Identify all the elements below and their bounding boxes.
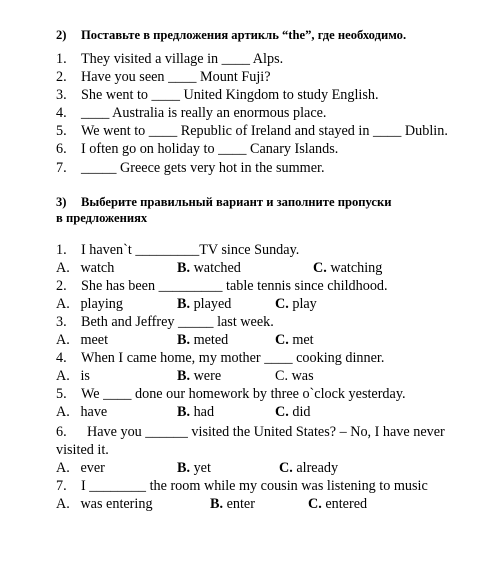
- option-text: play: [292, 296, 317, 312]
- option-c: [275, 332, 314, 349]
- option-text: have: [80, 404, 108, 420]
- option-text: was entering: [80, 496, 153, 512]
- option-label: C.: [275, 368, 289, 384]
- option-c: [275, 368, 314, 385]
- option-text: enter: [226, 496, 255, 512]
- question-text: We ____ done our homework by three o`clock yesterday.: [81, 386, 406, 402]
- option-label: A.: [56, 368, 70, 384]
- option-text: meet: [80, 332, 109, 348]
- question-number: 2.: [56, 278, 67, 294]
- option-b: [210, 496, 255, 513]
- s2-item-text: They visited a village in ____ Alps.: [81, 51, 284, 67]
- s2-item-text: She went to ____ United Kingdom to study English.: [81, 87, 379, 103]
- option-text: watch: [80, 260, 115, 276]
- s2-item-number: 6.: [56, 141, 67, 157]
- option-label: A.: [56, 460, 70, 476]
- option-c: [279, 460, 338, 477]
- option-a: [56, 496, 153, 513]
- question-number: 1.: [56, 242, 67, 258]
- option-b: [177, 404, 214, 421]
- option-a: [56, 332, 108, 349]
- question-number: 5.: [56, 386, 67, 402]
- s2-item-text: _____ Greece gets very hot in the summer.: [81, 160, 325, 176]
- option-text: watching: [330, 260, 383, 276]
- s2-item-text: ____ Australia is really an enormous place.: [81, 105, 327, 121]
- s2-item-number: 2.: [56, 69, 67, 85]
- s2-item-text: I often go on holiday to ____ Canary Islands.: [81, 141, 339, 157]
- option-label: B.: [177, 460, 191, 476]
- option-label: C.: [275, 296, 289, 312]
- question-text: I haven`t _________TV since Sunday.: [81, 242, 300, 258]
- option-label: B.: [177, 332, 191, 348]
- option-label: C.: [279, 460, 293, 476]
- option-label: B.: [177, 296, 191, 312]
- question-text: Beth and Jeffrey _____ last week.: [81, 314, 274, 330]
- option-c: [275, 296, 317, 313]
- s2-item-number: 4.: [56, 105, 67, 121]
- option-text: played: [193, 296, 232, 312]
- option-label: A.: [56, 496, 70, 512]
- option-a: [56, 296, 123, 313]
- option-text: did: [292, 404, 311, 420]
- option-text: entered: [325, 496, 368, 512]
- option-label: A.: [56, 404, 70, 420]
- option-b: [177, 460, 211, 477]
- option-label: B.: [177, 404, 191, 420]
- option-label: B.: [177, 368, 191, 384]
- section-2-number: 2): [56, 28, 67, 42]
- section-3-title: Выберите правильный вариант и заполните пропуски: [81, 195, 392, 209]
- option-label: C.: [308, 496, 322, 512]
- s2-item-number: 1.: [56, 51, 67, 67]
- option-c: [308, 496, 367, 513]
- option-label: B.: [177, 260, 191, 276]
- option-text: were: [193, 368, 222, 384]
- s2-item-text: Have you seen ____ Mount Fuji?: [81, 69, 271, 85]
- s2-item-number: 3.: [56, 87, 67, 103]
- question-text: When I came home, my mother ____ cooking dinner.: [81, 350, 385, 366]
- section-3-number: 3): [56, 195, 67, 209]
- option-label: B.: [210, 496, 224, 512]
- option-text: watched: [193, 260, 241, 276]
- option-label: A.: [56, 296, 70, 312]
- option-a: [56, 460, 105, 477]
- option-label: C.: [275, 404, 289, 420]
- section-3-title-cont: в предложениях: [56, 211, 148, 225]
- option-a: [56, 404, 107, 421]
- option-text: playing: [80, 296, 123, 312]
- option-label: A.: [56, 332, 70, 348]
- option-b: [177, 296, 231, 313]
- option-label: A.: [56, 260, 70, 276]
- option-text: yet: [193, 460, 211, 476]
- question-text: Have you ______ visited the United States? – No, I have never: [87, 424, 445, 440]
- option-a: [56, 260, 114, 277]
- s2-item-number: 5.: [56, 123, 67, 139]
- option-text: met: [292, 332, 314, 348]
- option-label: C.: [313, 260, 327, 276]
- option-text: was: [291, 368, 314, 384]
- option-a: [56, 368, 90, 385]
- option-b: [177, 368, 221, 385]
- question-number: 7.: [56, 478, 67, 494]
- question-text: I ________ the room while my cousin was listening to music: [81, 478, 428, 494]
- option-text: already: [296, 460, 339, 476]
- question-number: 4.: [56, 350, 67, 366]
- question-text: She has been _________ table tennis since childhood.: [81, 278, 388, 294]
- option-c: [313, 260, 382, 277]
- option-text: had: [193, 404, 215, 420]
- question-number: 6.: [56, 424, 67, 440]
- s2-item-number: 7.: [56, 160, 67, 176]
- question-text-cont: visited it.: [56, 442, 109, 458]
- s2-item-text: We went to ____ Republic of Ireland and stayed in ____ Dublin.: [81, 123, 448, 139]
- option-label: C.: [275, 332, 289, 348]
- question-number: 3.: [56, 314, 67, 330]
- option-b: [177, 332, 228, 349]
- option-text: ever: [80, 460, 105, 476]
- option-c: [275, 404, 310, 421]
- option-b: [177, 260, 241, 277]
- section-2-title: Поставьте в предложения артикль “the”, где необходимо.: [81, 28, 407, 42]
- option-text: is: [80, 368, 90, 384]
- option-text: meted: [193, 332, 229, 348]
